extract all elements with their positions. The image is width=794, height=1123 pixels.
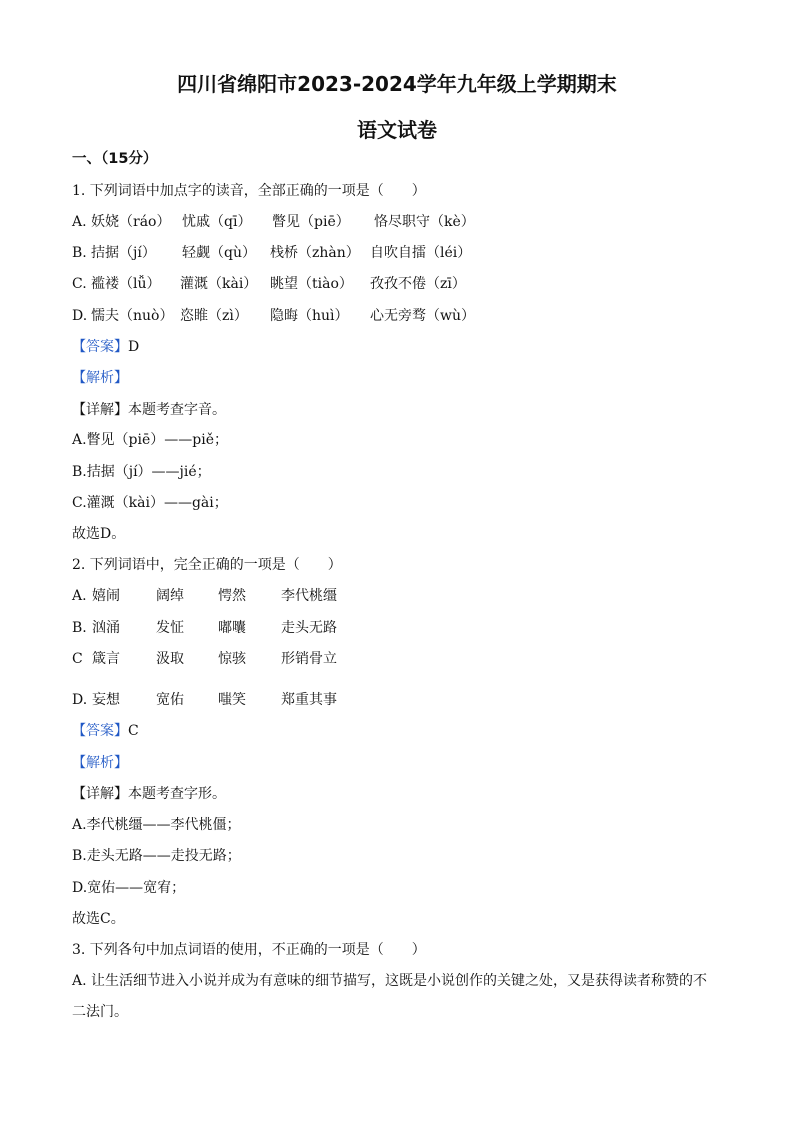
option-item: 褴褛（lǚ） <box>91 276 161 292</box>
option-letter: A. <box>72 588 87 604</box>
option-item: 郑重其事 <box>281 692 337 708</box>
option-item: 拮据（jí） <box>91 245 156 261</box>
document-title: 四川省绵阳市2023-2024学年九年级上学期期末 <box>177 72 617 96</box>
option-item: 愕然 <box>218 588 246 604</box>
section-heading: 一、（15分） <box>72 151 158 167</box>
detail-text: 本题考查字音。 <box>128 402 226 418</box>
option-letter: B. <box>72 620 87 636</box>
q2-analysis-label: 【解析】 <box>72 755 128 771</box>
option-item: 李代桃缰 <box>281 588 337 604</box>
q1-detail <box>72 401 226 419</box>
document-subtitle: 语文试卷 <box>357 118 437 142</box>
question-3-stem: 3. 下列各句中加点词语的使用，不正确的一项是（ ） <box>72 942 426 958</box>
answer-value: C <box>128 723 139 739</box>
option-item: 嘟囔 <box>218 620 246 636</box>
option-item: 恪尽职守（kè） <box>374 214 475 230</box>
option-item: 妄想 <box>92 692 120 708</box>
option-item: 心无旁骛（wù） <box>370 308 475 324</box>
option-item: 眺望（tiào） <box>270 276 353 292</box>
option-letter: A. <box>72 214 87 230</box>
option-item: 孜孜不倦（zī） <box>370 276 466 292</box>
q1-analysis-label: 【解析】 <box>72 370 128 386</box>
option-letter: C. <box>72 276 87 292</box>
option-item: 自吹自擂（léi） <box>370 245 472 261</box>
option-item: 嬉闹 <box>92 588 120 604</box>
option-letter: D. <box>72 308 88 324</box>
q2-answer <box>72 722 139 740</box>
q2-detail <box>72 785 226 803</box>
option-item: 嗤笑 <box>218 692 246 708</box>
detail-label: 【详解】 <box>72 402 128 418</box>
detail-text: 本题考查字形。 <box>128 786 226 802</box>
option-item: 忧戚（qī） <box>182 214 252 230</box>
option-item: 懦夫（nuò） <box>91 308 174 324</box>
option-item: 瞥见（piē） <box>272 214 350 230</box>
q2-conclusion: 故选C。 <box>72 911 125 927</box>
option-letter: D. <box>72 692 88 708</box>
q1-explanation: C.灌溉（kài）——gài； <box>72 495 228 511</box>
option-item: 隐晦（huì） <box>270 308 349 324</box>
question-1-stem: 1. 下列词语中加点字的读音，全部正确的一项是（ ） <box>72 183 426 199</box>
answer-label: 【答案】 <box>72 339 128 355</box>
question-2-stem: 2. 下列词语中，完全正确的一项是（ ） <box>72 557 342 573</box>
option-letter: C <box>72 651 83 667</box>
option-item: 惊骇 <box>218 651 246 667</box>
q2-explanation: A.李代桃缰——李代桃僵； <box>72 817 241 833</box>
option-item: 汹涌 <box>92 620 120 636</box>
q3-option-a-line2: 二法门。 <box>72 1004 128 1020</box>
option-item: 恣睢（zì） <box>180 308 248 324</box>
option-letter: B. <box>72 245 87 261</box>
option-item: 发怔 <box>156 620 184 636</box>
option-item: 走头无路 <box>281 620 337 636</box>
q3-option-a-line1: A. 让生活细节进入小说并成为有意味的细节描写，这既是小说创作的关键之处，又是获得读者称赞的不 <box>72 973 708 989</box>
option-item: 形销骨立 <box>281 651 337 667</box>
option-item: 栈桥（zhàn） <box>270 245 360 261</box>
option-item: 阔绰 <box>156 588 184 604</box>
option-item: 轻觑（qù） <box>182 245 256 261</box>
q1-explanation: B.拮据（jí）——jié； <box>72 464 211 480</box>
q1-explanation: A.瞥见（piē）——piě； <box>72 432 229 448</box>
q2-explanation: B.走头无路——走投无路； <box>72 848 241 864</box>
option-item: 汲取 <box>156 651 184 667</box>
q1-conclusion: 故选D。 <box>72 526 126 542</box>
option-item: 灌溉（kài） <box>180 276 258 292</box>
detail-label: 【详解】 <box>72 786 128 802</box>
option-item: 箴言 <box>92 651 120 667</box>
answer-label: 【答案】 <box>72 723 128 739</box>
q1-answer <box>72 338 139 356</box>
answer-value: D <box>128 339 140 355</box>
option-item: 宽佑 <box>156 692 184 708</box>
option-item: 妖娆（ráo） <box>91 214 171 230</box>
q2-explanation: D.宽佑——宽宥； <box>72 880 186 896</box>
